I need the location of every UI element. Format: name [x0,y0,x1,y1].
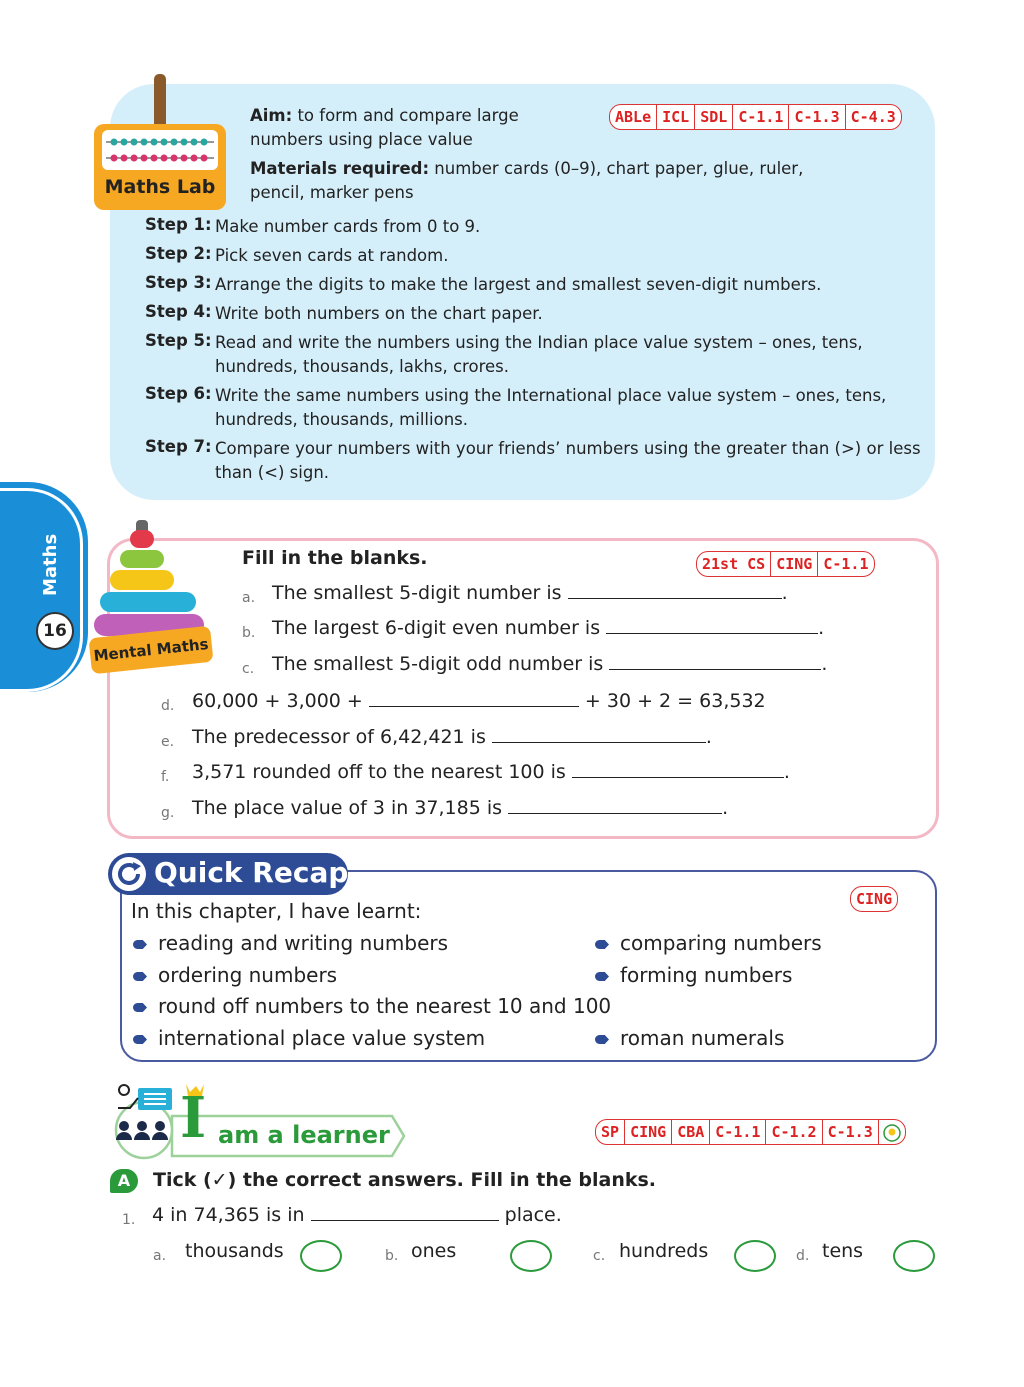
tick-circle[interactable] [893,1240,935,1272]
option-text: ones [411,1240,457,1262]
emblem-icon [879,1120,905,1144]
step-label: Step 7: [145,437,212,456]
step-label: Step 5: [145,331,212,350]
lab-materials [250,157,850,205]
recap-intro: In this chapter, I have learnt: [131,899,422,923]
tag: SP [596,1120,625,1144]
option-text: thousands [185,1240,284,1262]
option-text: hundreds [619,1240,709,1262]
step-text: Compare your numbers with your friends’ numbers using the greater than (>) or less than (<) sign. [215,439,921,482]
recap-item: reading and writing numbers [158,931,449,955]
quick-recap-title: Quick Recap [154,856,349,889]
recap-item: ordering numbers [158,963,338,987]
recap-tags [850,886,898,912]
tag: CBA [672,1120,710,1144]
step-label: Step 3: [145,273,212,292]
question-end: . [705,726,712,748]
learner-question [152,1204,562,1226]
question-number: 1. [122,1212,136,1228]
tag: C-1.1 [823,555,869,573]
answer-blank[interactable] [609,669,821,670]
step-text: Write the same numbers using the International place value system – ones, tens, hundreds, thousands, millions. [215,386,887,429]
mental-maths-label: Mental Maths [92,635,210,665]
question-row [192,797,728,819]
learner-big-letter: I [180,1085,207,1151]
recap-item: comparing numbers [620,931,822,955]
option-text: tens [822,1240,864,1262]
question-letter: g. [161,805,175,821]
tag: SDL [695,105,733,129]
option-letter: b. [385,1248,399,1264]
tick-circle[interactable] [300,1240,342,1272]
tag: ICL [657,105,695,129]
aim-text-2: numbers using place value [250,130,473,149]
question-text: 60,000 + 3,000 + [192,690,369,712]
answer-blank[interactable] [311,1220,499,1221]
question-text: 3,571 rounded off to the nearest 100 is [192,761,572,783]
question-letter: e. [161,734,175,750]
answer-blank[interactable] [492,742,706,743]
tick-circle[interactable] [734,1240,776,1272]
question-letter: d. [161,698,175,714]
step-label: Step 1: [145,215,212,234]
mental-maths-tags [696,551,875,577]
refresh-icon [112,857,146,891]
question-text: The place value of 3 in 37,185 is [192,797,509,819]
question-row [192,726,712,748]
tag: C-1.3 [823,1120,879,1144]
learner-tags [595,1119,906,1145]
question-end: . [722,797,729,819]
question-letter: a. [242,590,256,606]
question-end: place. [498,1204,562,1226]
question-text: The largest 6-digit even number is [272,617,607,639]
aim-label: Aim: [250,106,293,125]
tag: C-1.1 [710,1120,766,1144]
materials-text-2: pencil, marker pens [250,183,414,202]
tag: C-4.3 [850,108,896,126]
tag: ABLe [610,105,657,129]
answer-blank[interactable] [568,598,782,599]
question-text: The smallest 5-digit odd number is [272,653,610,675]
step-label: Step 4: [145,302,212,321]
question-end: . [781,582,788,604]
answer-blank[interactable] [369,706,579,707]
step-label: Step 2: [145,244,212,263]
side-tab-subject: Maths [40,533,61,596]
step-text: Pick seven cards at random. [215,246,449,265]
step-text: Make number cards from 0 to 9. [215,217,481,236]
question-row [192,761,790,783]
question-end: . [818,617,825,639]
tag: CING [625,1120,672,1144]
recap-item: round off numbers to the nearest 10 and 100 [158,994,612,1018]
question-text: The smallest 5-digit number is [272,582,568,604]
tag: C-1.1 [733,105,789,129]
answer-blank[interactable] [572,777,784,778]
aim-text-1: to form and compare large [292,106,519,125]
maths-lab-badge: Maths Lab [104,176,216,198]
lab-tags [609,104,902,130]
question-letter: f. [161,769,170,785]
tag: CING [856,890,893,908]
step-text: Read and write the numbers using the Indian place value system – ones, tens, hundreds, thousands, lakhs, crores. [215,333,863,376]
materials-label: Materials required: [250,159,430,178]
answer-blank[interactable] [508,813,722,814]
tick-circle[interactable] [510,1240,552,1272]
question-row [192,690,766,712]
section-a-badge [110,1169,138,1193]
recap-item: roman numerals [620,1026,785,1050]
tag: C-1.3 [789,105,845,129]
lab-aim [250,104,590,152]
question-text: The predecessor of 6,42,421 is [192,726,492,748]
learner-title: am a learner [218,1121,390,1149]
answer-blank[interactable] [606,633,818,634]
question-letter: b. [242,625,256,641]
option-letter: a. [153,1248,167,1264]
tag: 21st CS [697,552,771,576]
question-text: 4 in 74,365 is in [152,1204,311,1226]
step-label: Step 6: [145,384,212,403]
recap-item: forming numbers [620,963,793,987]
option-letter: c. [593,1248,606,1264]
question-letter: c. [242,661,255,677]
question-row [272,653,827,675]
question-row [272,617,824,639]
learner-instruction: Tick (✓) the correct answers. Fill in the blanks. [153,1169,657,1191]
page-number: 16 [36,612,74,650]
materials-text-1: number cards (0–9), chart paper, glue, ruler, [429,159,804,178]
step-text: Write both numbers on the chart paper. [215,304,543,323]
question-end: . [821,653,828,675]
section-letter: A [117,1171,131,1190]
question-end: + 30 + 2 = 63,532 [578,690,766,712]
recap-item: international place value system [158,1026,486,1050]
mental-maths-heading: Fill in the blanks. [242,547,428,569]
option-letter: d. [796,1248,810,1264]
question-end: . [783,761,790,783]
tag: CING [771,552,818,576]
tag: C-1.2 [766,1120,822,1144]
question-row [272,582,788,604]
step-text: Arrange the digits to make the largest and smallest seven-digit numbers. [215,275,822,294]
